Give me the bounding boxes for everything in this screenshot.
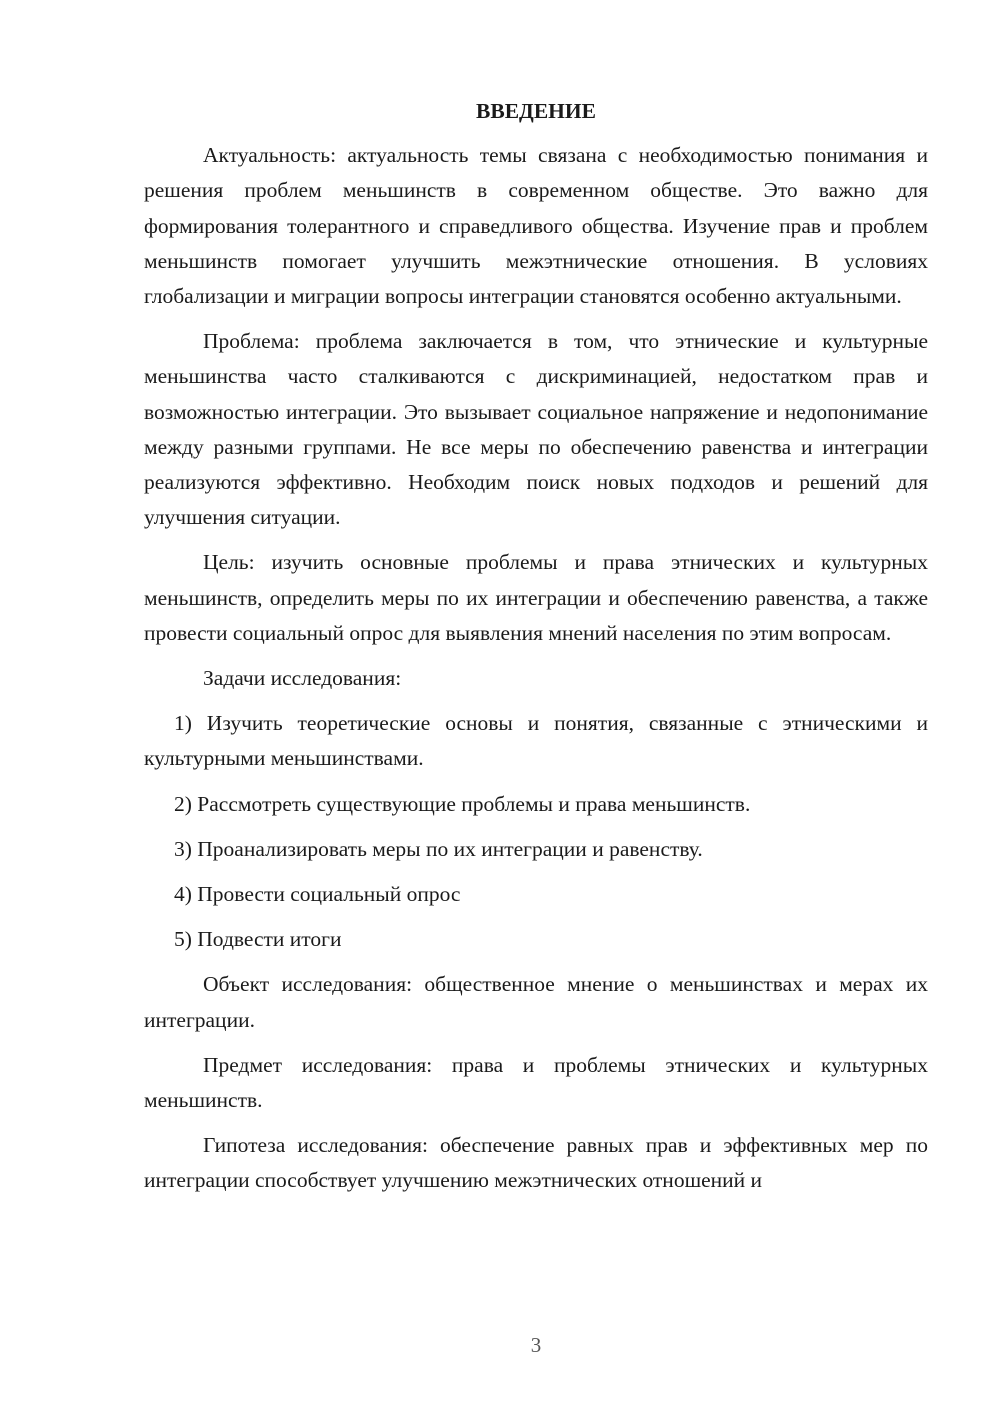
list-item: 4) Провести социальный опрос bbox=[174, 882, 461, 907]
paragraph-goal: Цель: изучить основные проблемы и права этнических и культурных меньшинств, определить меры по их интеграции и обеспечению равенства, а также провести социальный опрос для выявления мнений населения по этим вопросам. bbox=[144, 550, 928, 645]
page-content bbox=[144, 94, 928, 1209]
paragraph-relevance: Актуальность: актуальность темы связана с необходимостью понимания и решения проблем меньшинств в современном обществе. Это важно для формирования толерантного и справедливого общества. Изучение прав и проблем меньшинств помогает улучшить межэтнические отношения. В условиях глобализации и миграции вопросы интеграции становятся особенно актуальными. bbox=[144, 143, 928, 309]
page-title: ВВЕДЕНИЕ bbox=[476, 99, 596, 123]
list-item: 3) Проанализировать меры по их интеграции и равенству. bbox=[174, 836, 703, 861]
list-item: 2) Рассмотреть существующие проблемы и права меньшинств. bbox=[174, 791, 751, 816]
list-item: 1) Изучить теоретические основы и понятия, связанные с этническими и культурными меньшинствами. bbox=[144, 711, 928, 771]
list-item: 5) Подвести итоги bbox=[174, 927, 342, 952]
page-number: 3 bbox=[530, 1333, 542, 1357]
paragraph-tasks-heading: Задачи исследования: bbox=[203, 666, 402, 691]
paragraph-object: Объект исследования: общественное мнение о меньшинствах и мерах их интеграции. bbox=[144, 972, 928, 1032]
paragraph-subject: Предмет исследования: права и проблемы этнических и культурных меньшинств. bbox=[144, 1052, 928, 1113]
tasks-list bbox=[144, 706, 928, 957]
paragraph-problem: Проблема: проблема заключается в том, что этнические и культурные меньшинства часто сталкиваются с дискриминацией, недостатком прав и возможностью интеграции. Это вызывает социальное напряжение и недопонимание между разными группами. Не все меры по обеспечению равенства и интеграции реализуются эффективно. Необходим поиск новых подходов и решений для улучшения ситуации. bbox=[144, 329, 928, 530]
paragraph-hypothesis: Гипотеза исследования: обеспечение равных прав и эффективных мер по интеграции способствует улучшению межэтнических отношений и bbox=[144, 1133, 928, 1193]
